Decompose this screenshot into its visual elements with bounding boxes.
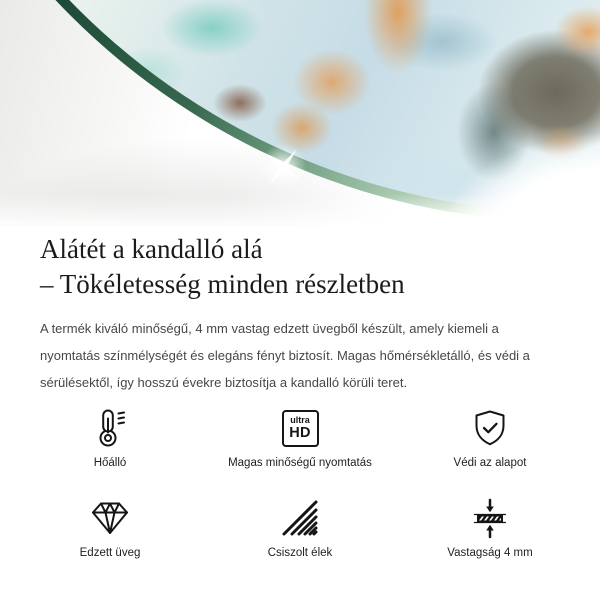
- shield-check-icon: [470, 408, 510, 448]
- feature-label: Magas minőségű nyomtatás: [228, 457, 372, 469]
- features-grid: [15, 408, 585, 560]
- thickness-icon: [470, 497, 510, 539]
- feature-heat-resistant: [15, 408, 205, 470]
- ultra-hd-text-top: ultra: [290, 414, 310, 425]
- feature-label: Hőálló: [93, 457, 127, 469]
- diamond-icon: [89, 499, 131, 537]
- content-section: [0, 232, 600, 560]
- sparkle-star-icon: [252, 136, 314, 198]
- feature-thickness: [395, 498, 585, 560]
- feature-label: Csiszolt élek: [267, 547, 333, 559]
- feature-protects-base: [395, 408, 585, 470]
- polished-edges-icon: [280, 498, 320, 538]
- hero-product-image: [0, 0, 600, 226]
- thermometer-icon: [90, 407, 130, 449]
- page-title: [40, 232, 560, 302]
- feature-polished-edges: [205, 498, 395, 560]
- feature-high-quality-print: [205, 408, 395, 470]
- ultra-hd-icon: [282, 410, 319, 447]
- page-title-line-1: Alátét a kandalló alá: [40, 234, 263, 264]
- feature-tempered-glass: [15, 498, 205, 560]
- feature-label: Védi az alapot: [453, 457, 527, 469]
- feature-label: Edzett üveg: [79, 547, 141, 559]
- sparkle-highlight-icon: [253, 137, 313, 197]
- page-title-line-2: – Tökéletesség minden részletben: [40, 269, 405, 299]
- product-description: A termék kiváló minőségű, 4 mm vastag edzett üvegből készült, amely kiemeli a nyomtatás színmélységét és elegáns fényt biztosít. Magas hőmérsékletálló, és védi a sérülésektől, így hosszú évekre biztosítja a kandalló körüli teret.: [40, 321, 530, 390]
- ultra-hd-text-bottom: HD: [289, 424, 311, 441]
- feature-label: Vastagság 4 mm: [447, 547, 533, 559]
